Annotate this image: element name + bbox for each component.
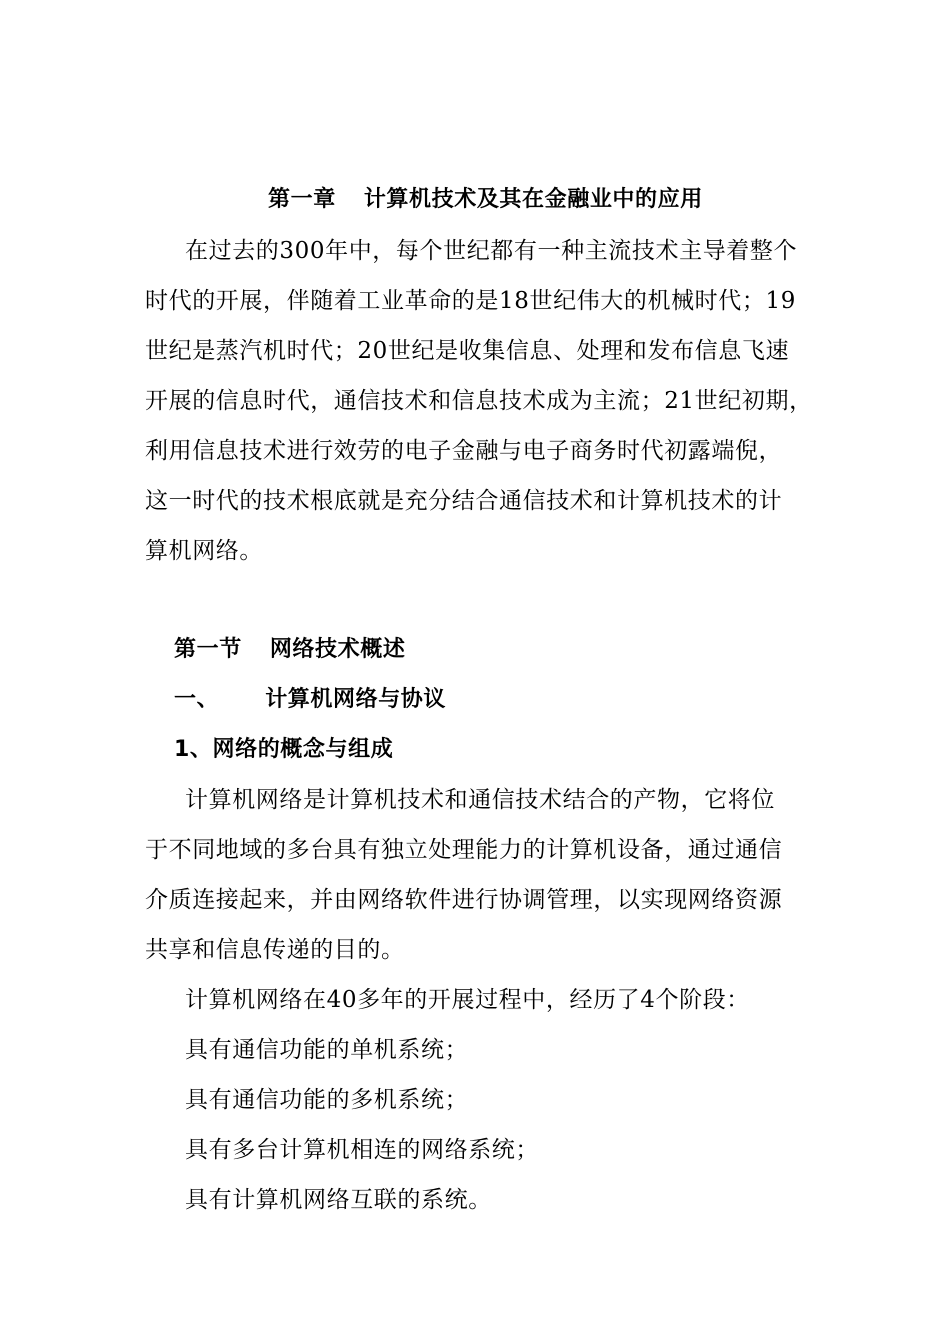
intro-line-1: 在过去的300年中，每个世纪都有一种主流技术主导着整个	[185, 238, 798, 264]
subsection-heading-prefix: 一、	[174, 687, 220, 712]
intro-line-5: 利用信息技术进行效劳的电子金融与电子商务时代初露端倪，	[145, 438, 783, 464]
definition-line-1: 计算机网络是计算机技术和通信技术结合的产物，它将位	[185, 787, 775, 813]
stage-item-1: 具有通信功能的单机系统；	[185, 1037, 469, 1063]
stages-intro: 计算机网络在40多年的开展过程中，经历了4个阶段：	[185, 987, 750, 1013]
subsection-heading	[174, 685, 446, 715]
section-heading-prefix: 第一节	[174, 637, 242, 662]
stage-item-3: 具有多台计算机相连的网络系统；	[185, 1137, 539, 1163]
definition-line-4: 共享和信息传递的目的。	[145, 937, 405, 963]
stage-item-2: 具有通信功能的多机系统；	[185, 1087, 469, 1113]
section-heading	[174, 635, 405, 665]
subsection-heading-text: 计算机网络与协议	[265, 687, 447, 712]
section-heading-text: 网络技术概述	[269, 637, 406, 662]
intro-line-2: 时代的开展，伴随着工业革命的是18世纪伟大的机械时代；19	[145, 288, 796, 314]
definition-line-2: 于不同地域的多台具有独立处理能力的计算机设备，通过通信	[145, 837, 783, 863]
intro-line-3: 世纪是蒸汽机时代；20世纪是收集信息、处理和发布信息飞速	[145, 338, 790, 364]
chapter-title	[268, 185, 703, 215]
intro-line-6: 这一时代的技术根底就是充分结合通信技术和计算机技术的计	[145, 488, 783, 514]
topic-heading: 1、网络的概念与组成	[174, 737, 394, 762]
chapter-title-text: 计算机技术及其在金融业中的应用	[363, 187, 703, 212]
stage-item-4: 具有计算机网络互联的系统。	[185, 1187, 492, 1213]
intro-line-4: 开展的信息时代，通信技术和信息技术成为主流；21世纪初期，	[145, 388, 813, 414]
chapter-title-prefix: 第一章	[268, 187, 336, 212]
definition-line-3: 介质连接起来，并由网络软件进行协调管理，以实现网络资源	[145, 887, 783, 913]
intro-line-7: 算机网络。	[145, 538, 263, 564]
